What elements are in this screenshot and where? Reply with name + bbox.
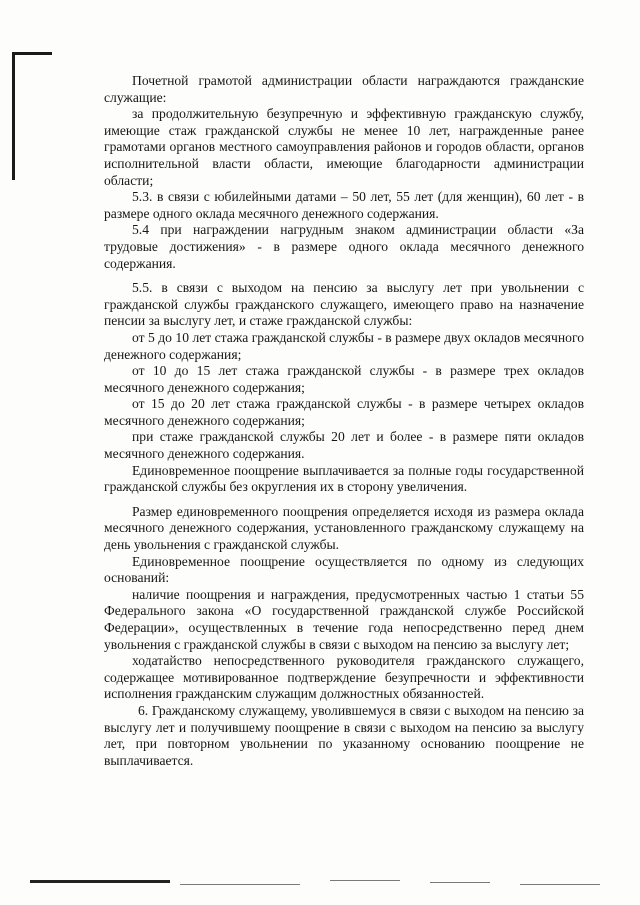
paragraph-full-years: Единовременное поощрение выплачивается за полные годы государственной гражданской службы без округления их в сторону увеличения.: [104, 462, 584, 495]
scan-edge-mark: [30, 880, 170, 883]
paragraph-5-3: 5.3. в связи с юбилейными датами – 50 лет, 55 лет (для женщин), 60 лет - в размере одного оклада месячного денежного содержания.: [104, 189, 584, 221]
paragraph-grounds: Единовременное поощрение осуществляется по одному из следующих оснований:: [104, 553, 584, 586]
list-item-5-10-years: от 5 до 10 лет стажа гражданской службы - в размере двух окладов месячного денежного содержания;: [104, 329, 584, 362]
list-item-petition: ходатайство непосредственного руководителя гражданского служащего, содержащее мотивированное подтверждение безупречности и эффективности исполнения гражданским служащим должностных обязанностей.: [104, 653, 584, 702]
paragraph-5-5: 5.5. в связи с выходом на пенсию за выслугу лет при увольнении с гражданской службы гражданского служащего, имеющего право на назначение пенсии за выслугу лет, и стаже гражданской службы:: [104, 280, 584, 329]
paragraph-certificate-intro: Почетной грамотой администрации области награждаются гражданские служащие:: [104, 73, 584, 105]
list-item-15-20-years: от 15 до 20 лет стажа гражданской службы - в размере четырех окладов месячного денежного содержания;: [104, 396, 584, 428]
scan-corner-mark: [12, 52, 52, 55]
scan-edge-mark: [330, 880, 400, 881]
paragraph-certificate-criteria: за продолжительную безупречную и эффективную гражданскую службу, имеющие стаж гражданской службы не менее 10 лет, награжденные ранее грамотами органов местного самоуправления районов и городов области, органов исполнительной власти области, имеющие благодарности администрации области;: [104, 106, 584, 188]
list-item-10-15-years: от 10 до 15 лет стажа гражданской службы - в размере трех окладов месячного денежного содержания;: [104, 363, 584, 395]
paragraph-amount: Размер единовременного поощрения определяется исходя из размера оклада месячного денежного содержания, установленного гражданскому служащему на день увольнения с гражданской службы.: [104, 503, 584, 553]
scan-edge-mark: [180, 884, 300, 885]
scan-edge-mark: [430, 882, 490, 883]
paragraph-5-4: 5.4 при награждении нагрудным знаком администрации области «За трудовые достижения» - в размере одного оклада месячного денежного содержания.: [104, 222, 584, 271]
paragraph-6: 6. Гражданскому служащему, уволившемуся в связи с выходом на пенсию за выслугу лет и получившему поощрение в связи с выходом на пенсию за выслугу лет, при повторном увольнении по указанному основанию поощрение не выплачивается.: [104, 702, 584, 768]
list-item-20-plus-years: при стаже гражданской службы 20 лет и более - в размере пяти окладов месячного денежного содержания.: [104, 429, 584, 462]
scan-edge-mark: [520, 884, 600, 885]
scan-corner-mark: [12, 52, 15, 180]
list-item-awards: наличие поощрения и награждения, предусмотренных частью 1 статьи 55 Федерального закона «О государственной гражданской службе Российской Федерации», осуществленных в течение года непосредственно перед днем увольнения с гражданской службы в связи с выходом на пенсию за выслугу лет;: [104, 586, 584, 652]
document-body: [104, 73, 584, 769]
